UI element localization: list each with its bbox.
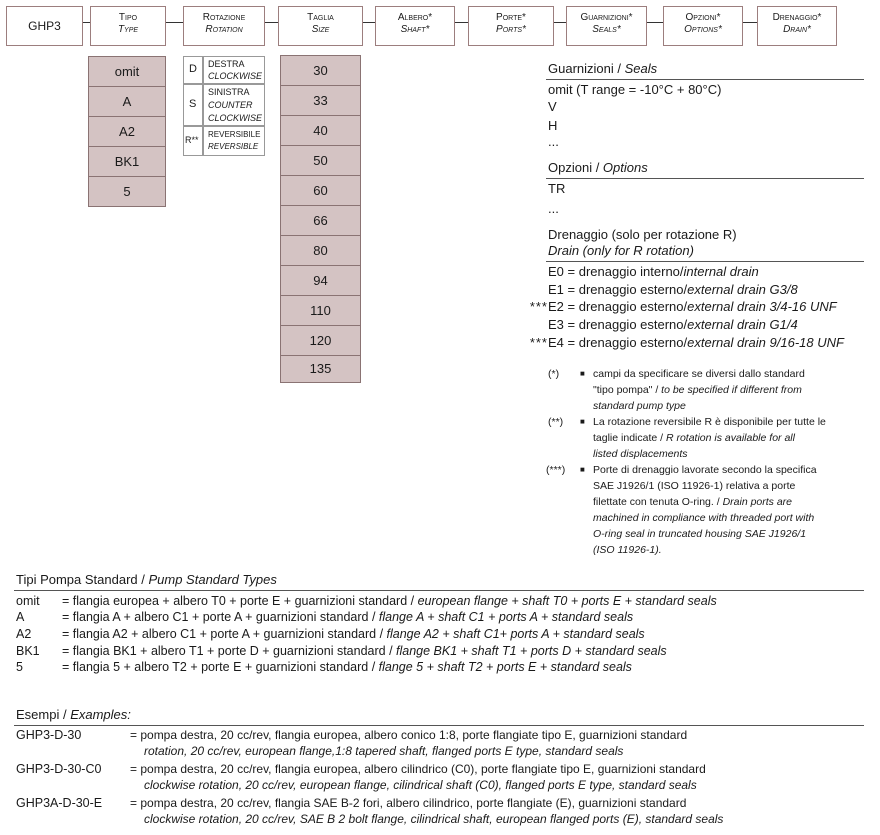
- type-option: 5: [88, 176, 166, 207]
- size-option: 94: [280, 265, 361, 296]
- divider: [14, 590, 864, 591]
- code-separator: [265, 22, 278, 23]
- drain-prefix: ***: [529, 299, 548, 314]
- standard-type-desc: = flangia 5 + albero T2 + porte E + guarnizioni standard / flange 5 + shaft T2 + ports E + standard seals: [62, 660, 632, 674]
- standard-type-desc: = flangia A + albero C1 + porte A + guarnizioni standard / flange A + shaft C1 + ports A + standard seals: [62, 610, 634, 624]
- rotation-en: REVERSIBLE: [208, 142, 259, 151]
- drain-en: external drain 9/16-18 UNF: [687, 335, 844, 350]
- rotation-it: SINISTRA: [208, 87, 250, 97]
- rotation-it: DESTRA: [208, 59, 245, 69]
- field-label-it: Rotazione: [202, 12, 246, 23]
- rotation-code: D: [189, 63, 197, 75]
- footnote-bullet: ■: [580, 369, 585, 378]
- rotation-desc-cell: [203, 56, 265, 84]
- examples-heading-it: Esempi: [16, 707, 60, 722]
- footnote-line: Porte di drenaggio lavorate secondo la specifica: [593, 464, 817, 476]
- rotation-code-cell: [183, 126, 203, 156]
- footnote-bullet: ■: [580, 417, 585, 426]
- drain-heading-it: Drenaggio (solo per rotazione R): [548, 227, 737, 242]
- divider: [546, 178, 864, 179]
- field-label-it: Guarnizioni*: [580, 12, 633, 23]
- drain-en: external drain 3/4-16 UNF: [687, 299, 837, 314]
- drain-code: E0 = drenaggio interno/: [548, 264, 684, 279]
- code-separator: [363, 22, 375, 23]
- field-label-en: Drain*: [783, 24, 811, 35]
- rotation-en: CLOCKWISE: [208, 113, 263, 123]
- example-desc-it: = pompa destra, 20 cc/rev, flangia europea, albero conico 1:8, porte flangiate tipo E, guarnizioni standard: [130, 728, 688, 742]
- footnote-line: filettate con tenuta O-ring. / Drain ports are: [593, 496, 793, 508]
- standard-type-desc: = flangia BK1 + albero T1 + porte D + guarnizioni standard / flange BK1 + shaft T1 + ports D + standard seals: [62, 644, 667, 658]
- drain-item: [519, 299, 837, 315]
- seal-item: omit (T range = -10°C + 80°C): [548, 82, 722, 97]
- example-desc-en: rotation, 20 cc/rev, european flange,1:8 tapered shaft, flanged ports E type, standard seals: [144, 744, 624, 758]
- seals-heading-it: Guarnizioni: [548, 61, 614, 76]
- code-separator: [743, 22, 757, 23]
- code-separator: [166, 22, 183, 23]
- footnote-line: SAE J1926/1 (ISO 11926-1) relativa a porte: [593, 480, 796, 492]
- divider: [546, 79, 864, 80]
- field-label-en: Size: [311, 24, 330, 35]
- field-label-en: Seals*: [592, 24, 621, 35]
- field-label-en: Options*: [684, 24, 722, 35]
- rotation-en: CLOCKWISE: [208, 71, 263, 81]
- standard-type-code: omit: [16, 594, 40, 608]
- field-options: [663, 6, 743, 46]
- rotation-en: COUNTER: [208, 100, 253, 110]
- field-label-en: Rotation: [205, 24, 243, 35]
- type-option: A2: [88, 116, 166, 147]
- example-desc-it: = pompa destra, 20 cc/rev, flangia SAE B-2 fori, albero cilindrico, porte flangiate (E), guarnizioni standard: [130, 796, 687, 810]
- footnote-mark: (*): [548, 368, 560, 380]
- standard-types-heading-it: Tipi Pompa Standard: [16, 572, 138, 587]
- field-drain: [757, 6, 837, 46]
- standard-type-code: BK1: [16, 644, 40, 658]
- seal-item: ...: [548, 134, 559, 149]
- examples-heading: Esempi / Examples:: [16, 707, 131, 722]
- field-label-it: Albero*: [397, 12, 433, 23]
- footnote-line: O-ring seal in truncated housing SAE J1926/1: [593, 528, 807, 540]
- type-option: A: [88, 86, 166, 117]
- footnote-line: standard pump type: [593, 400, 686, 412]
- standard-type-desc: = flangia europea + albero T0 + porte E + guarnizioni standard / european flange + shaft T0 + ports E + standard seals: [62, 594, 717, 608]
- divider: [546, 261, 864, 262]
- size-option: 135: [280, 355, 361, 383]
- drain-en: external drain G3/8: [687, 282, 798, 297]
- size-option: 60: [280, 175, 361, 206]
- seals-heading: Guarnizioni / Seals: [548, 61, 658, 76]
- drain-item: [548, 264, 759, 280]
- footnote-bullet: ■: [580, 465, 585, 474]
- footnote-line: machined in compliance with threaded port with: [593, 512, 815, 524]
- seals-heading-en: Seals: [624, 61, 658, 76]
- rotation-code-cell: [183, 56, 203, 84]
- standard-type-desc: = flangia A2 + albero C1 + porte A + guarnizioni standard / flange A2 + shaft C1+ ports A + standard seals: [62, 627, 645, 641]
- field-label-en: Type: [117, 24, 139, 35]
- type-option: omit: [88, 56, 166, 87]
- size-option: 30: [280, 55, 361, 86]
- option-item: TR: [548, 181, 566, 196]
- rotation-code: S: [189, 98, 197, 110]
- footnote-line: taglie indicate / R rotation is available for all: [593, 432, 795, 444]
- drain-en: external drain G1/4: [687, 317, 798, 332]
- field-rotation: [183, 6, 265, 46]
- drain-item: [519, 335, 844, 351]
- field-size: [278, 6, 363, 46]
- field-label-it: Taglia: [307, 12, 334, 23]
- rotation-code-cell: [183, 84, 203, 126]
- drain-en: internal drain: [683, 264, 759, 279]
- drain-item: [548, 282, 798, 298]
- example-desc-en: clockwise rotation, 20 cc/rev, european flange, cilindrical shaft (C0), flanged ports E type, standard seals: [144, 778, 697, 792]
- field-label-en: Ports*: [496, 24, 526, 35]
- field-ports: [468, 6, 554, 46]
- field-label-it: Opzioni*: [685, 12, 721, 23]
- size-option: 80: [280, 235, 361, 266]
- model-code: GHP3: [28, 19, 61, 33]
- footnote-line: (ISO 11926-1).: [593, 544, 662, 556]
- rotation-desc-cell: [203, 126, 265, 156]
- standard-type-code: 5: [16, 660, 23, 674]
- size-option: 50: [280, 145, 361, 176]
- field-label-en: Shaft*: [400, 24, 430, 35]
- footnote-mark: (**): [548, 416, 564, 428]
- drain-heading-en: Drain (only for R rotation): [548, 243, 694, 258]
- options-heading-en: Options: [602, 160, 648, 175]
- seal-item: V: [548, 99, 557, 114]
- field-type: [90, 6, 166, 46]
- size-option: 40: [280, 115, 361, 146]
- field-label-it: Drenaggio*: [772, 12, 822, 23]
- footnote-line: campi da specificare se diversi dallo standard: [593, 368, 805, 380]
- standard-type-code: A: [16, 610, 25, 624]
- footnote-line: listed displacements: [593, 448, 688, 460]
- option-item: ...: [548, 201, 559, 216]
- options-heading-it: Opzioni: [548, 160, 593, 175]
- rotation-desc-cell: [203, 84, 265, 126]
- seal-item: H: [548, 118, 558, 133]
- code-separator: [554, 22, 566, 23]
- model-code-box: [6, 6, 83, 46]
- examples-heading-en: Examples:: [70, 707, 131, 722]
- field-shaft: [375, 6, 455, 46]
- type-option: BK1: [88, 146, 166, 177]
- drain-code: E2 = drenaggio esterno/: [548, 299, 688, 314]
- example-desc-en: clockwise rotation, 20 cc/rev, SAE B 2 bolt flange, cilindrical shaft, european flanged ports (E), standard seals: [144, 812, 724, 826]
- code-separator: [83, 22, 90, 23]
- drain-code: E4 = drenaggio esterno/: [548, 335, 688, 350]
- example-code: GHP3-D-30: [16, 728, 82, 742]
- footnote-line: "tipo pompa" / to be specified if different from: [593, 384, 802, 396]
- standard-types-heading-en: Pump Standard Types: [148, 572, 277, 587]
- example-code: GHP3A-D-30-E: [16, 796, 103, 810]
- code-separator: [647, 22, 663, 23]
- standard-type-code: A2: [16, 627, 32, 641]
- footnote-line: La rotazione reversibile R è disponibile per tutte le: [593, 416, 826, 428]
- code-separator: [455, 22, 468, 23]
- standard-types-heading: Tipi Pompa Standard / Pump Standard Types: [16, 572, 277, 587]
- example-desc-it: = pompa destra, 20 cc/rev, flangia europea, albero cilindrico (C0), porte flangiate tipo E, guarnizioni standard: [130, 762, 706, 776]
- drain-code: E3 = drenaggio esterno/: [548, 317, 688, 332]
- drain-code: E1 = drenaggio esterno/: [548, 282, 688, 297]
- field-label-it: Tipo: [118, 12, 138, 23]
- size-option: 120: [280, 325, 361, 356]
- options-heading: Opzioni / Options: [548, 160, 648, 175]
- field-seals: [566, 6, 647, 46]
- divider: [14, 725, 864, 726]
- drain-item: [548, 317, 798, 333]
- field-label-it: Porte*: [496, 12, 526, 23]
- rotation-it: REVERSIBILE: [208, 130, 261, 139]
- size-option: 110: [280, 295, 361, 326]
- rotation-code: R**: [185, 135, 199, 145]
- size-option: 66: [280, 205, 361, 236]
- size-option: 33: [280, 85, 361, 116]
- example-code: GHP3-D-30-C0: [16, 762, 102, 776]
- footnote-mark: (***): [546, 464, 566, 476]
- drain-prefix: ***: [529, 335, 548, 350]
